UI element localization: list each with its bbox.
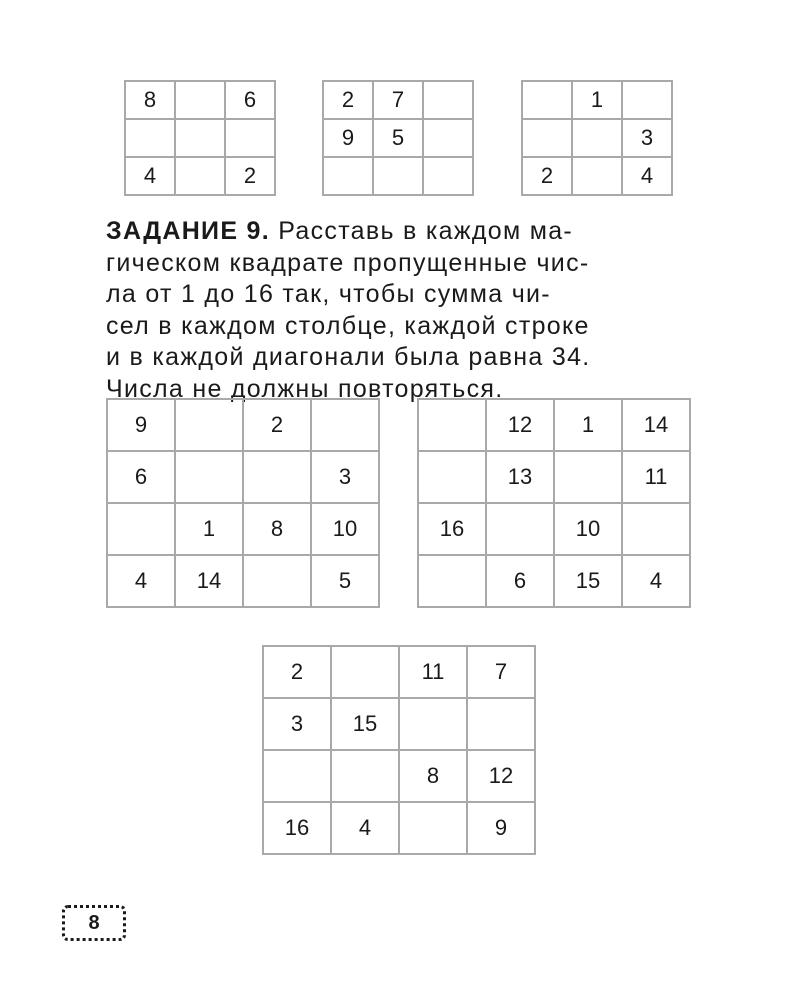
grid-cell[interactable]: 6 xyxy=(486,555,554,607)
grid-row xyxy=(522,119,672,157)
grid-cell[interactable] xyxy=(175,157,225,195)
task-title: ЗАДАНИЕ 9. xyxy=(106,217,271,245)
grid-cell[interactable]: 5 xyxy=(311,555,379,607)
grid-cell[interactable]: 2 xyxy=(522,157,572,195)
grid-cell[interactable]: 14 xyxy=(175,555,243,607)
grid-row xyxy=(125,81,275,119)
task-line: гическом квадрате пропущенные чис- xyxy=(106,248,590,277)
grid-cell[interactable]: 1 xyxy=(572,81,622,119)
grid-cell[interactable]: 2 xyxy=(323,81,373,119)
grid-row xyxy=(418,503,690,555)
grid-cell[interactable]: 9 xyxy=(467,802,535,854)
magic-square-1 xyxy=(106,398,380,608)
grid-row xyxy=(125,157,275,195)
task-line: Числа не должны повторяться. xyxy=(106,374,504,403)
grid-cell[interactable]: 3 xyxy=(311,451,379,503)
task-text xyxy=(106,216,696,405)
grid-cell[interactable] xyxy=(423,81,473,119)
grid-cell[interactable]: 9 xyxy=(107,399,175,451)
task-line: Расставь в каждом ма- xyxy=(270,217,574,245)
grid-cell[interactable] xyxy=(554,451,622,503)
grid-row xyxy=(323,157,473,195)
task-line: ла от 1 до 16 так, чтобы сумма чи- xyxy=(106,280,551,308)
grid-cell[interactable]: 8 xyxy=(243,503,311,555)
grid-row xyxy=(522,81,672,119)
grid-row xyxy=(107,399,379,451)
grid-cell[interactable] xyxy=(243,555,311,607)
task-line: и в каждой диагонали была равна 34. xyxy=(106,343,591,371)
grid-row xyxy=(323,81,473,119)
grid-cell[interactable]: 11 xyxy=(622,451,690,503)
grid-cell[interactable] xyxy=(175,81,225,119)
grid-cell[interactable] xyxy=(263,750,331,802)
page-number xyxy=(62,905,126,941)
grid-cell[interactable]: 8 xyxy=(399,750,467,802)
grid-row xyxy=(522,157,672,195)
grid-cell[interactable] xyxy=(423,119,473,157)
grid-cell[interactable]: 10 xyxy=(311,503,379,555)
grid-cell[interactable] xyxy=(467,698,535,750)
grid-cell[interactable] xyxy=(522,81,572,119)
grid-cell[interactable]: 7 xyxy=(467,646,535,698)
grid-cell[interactable] xyxy=(323,157,373,195)
grid-cell[interactable]: 4 xyxy=(107,555,175,607)
grid-cell[interactable]: 16 xyxy=(418,503,486,555)
grid-cell[interactable]: 11 xyxy=(399,646,467,698)
grid-cell[interactable]: 5 xyxy=(373,119,423,157)
grid-cell[interactable]: 12 xyxy=(467,750,535,802)
grid-cell[interactable] xyxy=(243,451,311,503)
grid-row xyxy=(107,555,379,607)
magic-square-2 xyxy=(417,398,691,608)
grid-cell[interactable]: 9 xyxy=(323,119,373,157)
grid-cell[interactable]: 2 xyxy=(225,157,275,195)
grid-cell[interactable]: 15 xyxy=(331,698,399,750)
grid-row xyxy=(107,451,379,503)
grid-cell[interactable]: 12 xyxy=(486,399,554,451)
grid-cell[interactable]: 6 xyxy=(107,451,175,503)
grid-cell[interactable] xyxy=(622,503,690,555)
grid-cell[interactable] xyxy=(423,157,473,195)
grid-row xyxy=(263,750,535,802)
grid-cell[interactable] xyxy=(622,81,672,119)
grid-cell[interactable] xyxy=(486,503,554,555)
grid-row xyxy=(125,119,275,157)
grid-cell[interactable]: 3 xyxy=(622,119,672,157)
grid-cell[interactable]: 1 xyxy=(175,503,243,555)
grid-cell[interactable]: 7 xyxy=(373,81,423,119)
grid-row xyxy=(418,399,690,451)
grid-cell[interactable]: 3 xyxy=(263,698,331,750)
grid-cell[interactable] xyxy=(311,399,379,451)
grid-cell[interactable]: 10 xyxy=(554,503,622,555)
grid-cell[interactable] xyxy=(373,157,423,195)
grid-cell[interactable]: 16 xyxy=(263,802,331,854)
grid-cell[interactable]: 8 xyxy=(125,81,175,119)
grid-cell[interactable] xyxy=(399,802,467,854)
grid-cell[interactable] xyxy=(107,503,175,555)
grid-cell[interactable] xyxy=(125,119,175,157)
grid-cell[interactable] xyxy=(175,119,225,157)
magic-square-3 xyxy=(262,645,536,855)
grid-cell[interactable]: 6 xyxy=(225,81,275,119)
grid-cell[interactable] xyxy=(572,157,622,195)
grid-row xyxy=(323,119,473,157)
small-square-1 xyxy=(124,80,276,196)
grid-cell[interactable]: 2 xyxy=(263,646,331,698)
grid-cell[interactable]: 14 xyxy=(622,399,690,451)
grid-cell[interactable] xyxy=(522,119,572,157)
grid-cell[interactable]: 4 xyxy=(622,157,672,195)
grid-row xyxy=(418,451,690,503)
grid-cell[interactable] xyxy=(418,451,486,503)
grid-cell[interactable] xyxy=(331,646,399,698)
grid-cell[interactable]: 4 xyxy=(331,802,399,854)
small-square-2 xyxy=(322,80,474,196)
task-line: сел в каждом столбце, каждой строке xyxy=(106,311,590,340)
grid-cell[interactable]: 2 xyxy=(243,399,311,451)
grid-cell[interactable] xyxy=(175,451,243,503)
grid-row xyxy=(263,802,535,854)
grid-cell[interactable]: 1 xyxy=(554,399,622,451)
grid-cell[interactable] xyxy=(418,399,486,451)
grid-cell[interactable] xyxy=(225,119,275,157)
grid-row xyxy=(263,698,535,750)
grid-row xyxy=(418,555,690,607)
page-number-label: 8 xyxy=(88,911,100,934)
grid-row xyxy=(107,503,379,555)
grid-cell[interactable]: 13 xyxy=(486,451,554,503)
grid-row xyxy=(263,646,535,698)
grid-cell[interactable]: 15 xyxy=(554,555,622,607)
grid-cell[interactable]: 4 xyxy=(622,555,690,607)
grid-cell[interactable] xyxy=(399,698,467,750)
small-square-3 xyxy=(521,80,673,196)
grid-cell[interactable] xyxy=(331,750,399,802)
grid-cell[interactable] xyxy=(175,399,243,451)
grid-cell[interactable] xyxy=(572,119,622,157)
grid-cell[interactable] xyxy=(418,555,486,607)
grid-cell[interactable]: 4 xyxy=(125,157,175,195)
